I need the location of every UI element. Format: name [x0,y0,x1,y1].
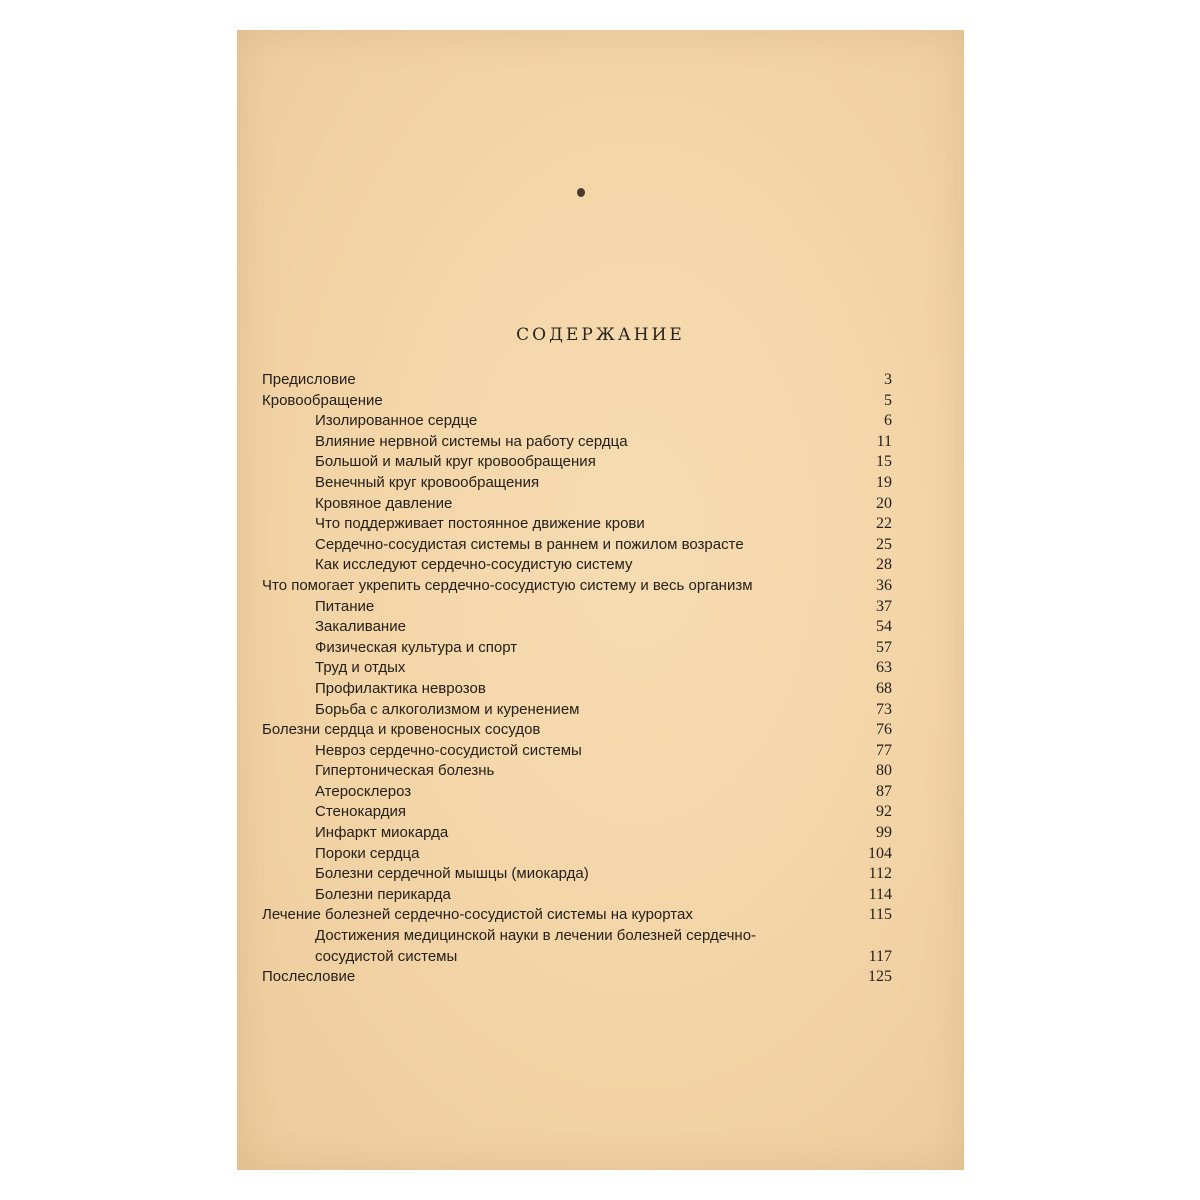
toc-entry-title: Кровообращение [262,391,383,409]
toc-entry-page: 3 [884,371,892,388]
toc-entry-title: Труд и отдых [315,659,406,677]
toc-entry [262,844,892,865]
toc-entry-title: Гипертоническая болезнь [315,762,495,780]
toc-entry-page: 5 [884,391,892,409]
toc-entry-title: Достижения медицинской науки в лечении болезней сердечно-сосудистой системы [315,927,757,965]
toc-entry [262,720,892,741]
toc-entry [262,391,892,412]
toc-entry [262,411,892,432]
toc-entry-page: 36 [876,576,892,594]
toc-entry [262,905,892,926]
toc-entry-page: 76 [876,721,892,739]
toc-entry-page: 87 [876,782,892,800]
toc-entry [262,967,892,988]
toc-entry-title: Болезни сердца и кровеносных сосудов [262,721,541,739]
toc-entry-title: Предисловие [262,371,356,388]
toc-entry-title: Венечный круг кровообращения [315,473,540,491]
toc-entry [262,576,892,597]
toc-entry [262,555,892,576]
toc-entry-title: Лечение болезней сердечно-сосудистой системы на курортах [262,906,693,924]
toc-entry [262,494,892,515]
toc-entry [262,658,892,679]
toc-entry-title: Что поддерживает постоянное движение крови [315,515,645,533]
toc-entry [262,700,892,721]
toc-entry-page: 11 [876,432,892,450]
toc-entry-page: 99 [876,824,892,842]
toc-entry-title: Как исследуют сердечно-сосудистую систему [315,556,633,574]
toc-entry-page: 22 [876,515,892,533]
toc-entry-title: Невроз сердечно-сосудистой системы [315,741,582,759]
toc-entry-title: Профилактика неврозов [315,679,486,697]
toc-entry-page: 115 [868,906,892,924]
toc-entry [262,802,892,823]
toc-entry [262,638,892,659]
toc-entry-title: Сердечно-сосудистая системы в раннем и пожилом возрасте [315,535,744,553]
toc-entry-page: 114 [868,885,892,903]
toc-entry [262,864,892,885]
toc-entry-page: 6 [884,412,892,430]
toc-entry [262,597,892,618]
toc-entry-page: 125 [868,968,892,986]
book-page [237,30,964,1170]
toc-entry-page: 73 [876,700,892,718]
toc-entry [262,679,892,700]
toc-entry-page: 80 [876,762,892,780]
toc-entry-page: 20 [876,494,892,512]
toc-entry-page: 117 [868,947,892,965]
toc-entry-page: 54 [876,618,892,636]
toc-entry-title: Что помогает укрепить сердечно-сосудистую систему и весь организм [262,576,753,594]
toc-entry-page: 19 [876,473,892,491]
toc-entry-page: 57 [876,638,892,656]
toc-entry [262,452,892,473]
toc-entry [262,741,892,762]
page-title: СОДЕРЖАНИЕ [516,325,685,345]
toc-entry-page: 28 [876,556,892,574]
toc-entry-title: Большой и малый круг кровообращения [315,453,596,471]
toc-entry-page: 37 [876,597,892,615]
toc-entry-title: Влияние нервной системы на работу сердца [315,432,628,450]
toc-entry [262,514,892,535]
toc-entry [262,432,892,453]
toc-entry-title: Болезни перикарда [315,885,451,903]
toc-entry-title: Пороки сердца [315,844,420,862]
toc-entry [262,617,892,638]
toc-entry [262,535,892,556]
toc-entry-title: Стенокардия [315,803,406,821]
toc-entry-title: Борьба с алкоголизмом и куренением [315,700,580,718]
toc-entry-title: Закаливание [315,618,406,636]
toc-entry [262,782,892,803]
toc-entry-page: 63 [876,659,892,677]
toc-entry-title: Питание [315,597,375,615]
toc-entry-title: Изолированное сердце [315,412,478,430]
toc-entry-page: 15 [876,453,892,471]
ink-speck [577,188,585,197]
toc-entry-page: 77 [876,741,892,759]
toc-entry-title: Послесловие [262,968,356,986]
table-of-contents [262,370,892,988]
toc-entry-title: Инфаркт миокарда [315,824,449,842]
toc-entry-page: 92 [876,803,892,821]
toc-entry-page: 25 [876,535,892,553]
toc-entry [262,761,892,782]
toc-entry-title: Кровяное давление [315,494,453,512]
toc-entry-title: Атеросклероз [315,782,412,800]
toc-entry [262,823,892,844]
toc-entry [262,370,892,391]
toc-entry [262,885,892,906]
toc-entry [262,926,892,967]
toc-entry-page: 68 [876,679,892,697]
toc-entry-title: Болезни сердечной мышцы (миокарда) [315,865,589,883]
toc-entry-title: Физическая культура и спорт [315,638,518,656]
toc-entry-page: 104 [868,844,892,862]
toc-entry [262,473,892,494]
toc-entry-page: 112 [868,865,892,883]
